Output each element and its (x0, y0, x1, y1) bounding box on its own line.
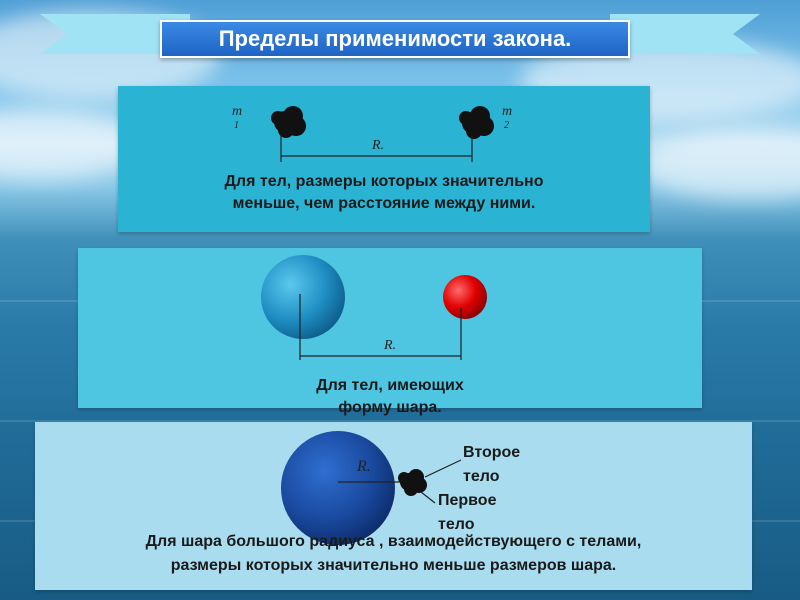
small-body (398, 469, 427, 496)
caption-line-2: размеры которых значительно меньше размеров шара. (170, 557, 617, 574)
panel-large-ball (35, 422, 752, 590)
caption-line-2: форму шара. (338, 399, 442, 416)
m2-index: 2 (504, 120, 509, 131)
first-body-label-line-2: тело (438, 516, 475, 533)
slide-title: Пределы применимости закона. (160, 20, 630, 58)
large-ball (281, 431, 395, 545)
radius-label: R. (357, 458, 371, 475)
m1-label: m (232, 104, 243, 119)
body-m1 (271, 106, 306, 138)
distance-label: R. (384, 338, 397, 353)
pointer-second-body (425, 460, 461, 477)
ribbon-tail-right (610, 14, 760, 54)
panel-spheres (78, 248, 702, 416)
m1-index: 1 (234, 120, 239, 131)
caption-line-1: Для шара большого радиуса , взаимодействующего с телами, (145, 533, 642, 550)
first-body-label-line-1: Первое (438, 492, 497, 509)
caption-line-1: Для тел, имеющих (316, 377, 464, 394)
large-sphere (261, 255, 345, 339)
m2-label: m (502, 104, 513, 119)
small-sphere (443, 275, 487, 319)
cloud (640, 130, 800, 200)
body-m2 (459, 106, 494, 139)
caption-line-2: меньше, чем расстояние между ними. (232, 195, 536, 212)
second-body-label-line-2: тело (463, 468, 500, 485)
distance-label: R. (372, 138, 385, 153)
second-body-label-line-1: Второе (463, 444, 521, 461)
pointer-first-body (421, 492, 435, 503)
panel-point-masses (118, 86, 650, 232)
caption-line-1: Для тел, размеры которых значительно (224, 173, 544, 190)
